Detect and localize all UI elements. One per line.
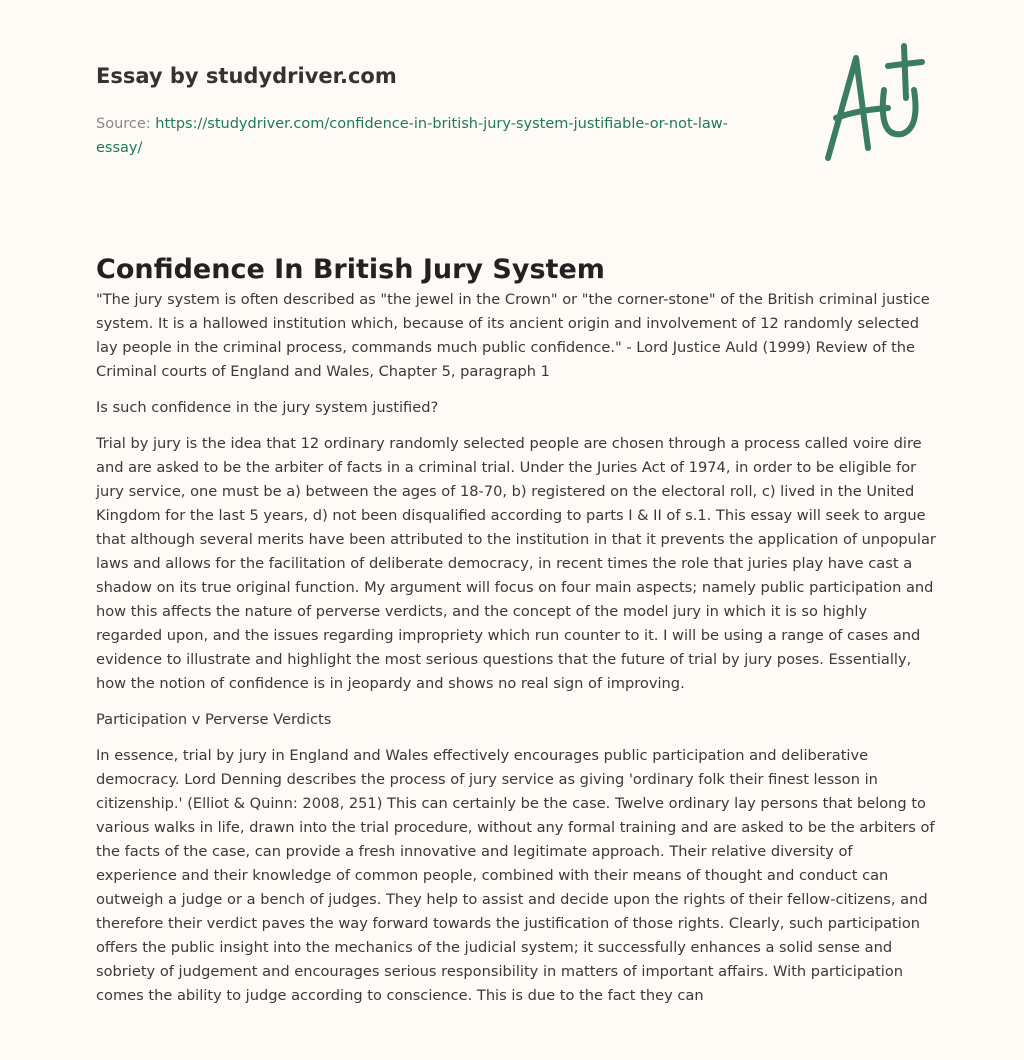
source-line	[96, 112, 756, 160]
source-link[interactable]: https://studydriver.com/confidence-in-british-jury-system-justifiable-or-not-law-essay/	[96, 116, 728, 156]
a-plus-logo-icon	[818, 38, 928, 168]
paragraph: "The jury system is often described as "the jewel in the Crown" or "the corner-stone" of the British criminal justice system. It is a hallowed institution which, because of its ancient origin and involvement of 12 randomly selected lay people in the criminal process, commands much public confidence." - Lord Justice Auld (1999) Review of the Criminal courts of England and Wales, Chapter 5, paragraph 1	[96, 291, 930, 380]
section-heading: Participation v Perverse Verdicts	[96, 711, 332, 728]
site-title: Essay by studydriver.com	[96, 64, 397, 88]
paragraph: Trial by jury is the idea that 12 ordinary randomly selected people are chosen through a process called voire dire and are asked to be the arbiter of facts in a criminal trial. Under the Juries Act of 1974, in order to be eligible for jury service, one must be a) between the ages of 18-70, b) registered on the electoral roll, c) lived in the United Kingdom for the last 5 years, d) not been disqualified according to parts I & II of s.1. This essay will seek to argue that although several merits have been attributed to the institution in that it prevents the application of unpopular laws and allows for the facilitation of deliberate democracy, in recent times the role that juries play have cast a shadow on its true original function. My argument will focus on four main aspects; namely public participation and how this affects the nature of perverse verdicts, and the concept of the model jury in which it is so highly regarded upon, and the issues regarding impropriety which run counter to it. I will be using a range of cases and evidence to illustrate and highlight the most serious questions that the future of trial by jury poses. Essentially, how the notion of confidence is in jeopardy and shows no real sign of improving.	[96, 435, 936, 692]
article-title: Confidence In British Jury System	[96, 254, 605, 285]
article-body	[96, 288, 936, 1020]
paragraph: In essence, trial by jury in England and Wales effectively encourages public participation and deliberative democracy. Lord Denning describes the process of jury service as giving 'ordinary folk their finest lesson in citizenship.' (Elliot & Quinn: 2008, 251) This can certainly be the case. Twelve ordinary lay persons that belong to various walks in life, drawn into the trial procedure, without any formal training and are asked to be the arbiters of the facts of the case, can provide a fresh innovative and legitimate approach. Their relative diversity of experience and their knowledge of common people, combined with their means of thought and conduct can outweigh a judge or a bench of judges. They help to assist and decide upon the rights of their fellow-citizens, and therefore their verdict paves the way forward towards the justification of those rights. Clearly, such participation offers the public insight into the mechanics of the judicial system; it successfully enhances a solid sense and sobriety of judgement and encourages serious responsibility in matters of important affairs. With participation comes the ability to judge according to conscience. This is due to the fact they can	[96, 747, 935, 1004]
page-header	[0, 0, 1024, 200]
source-label: Source:	[96, 116, 151, 132]
paragraph: Is such confidence in the jury system justified?	[96, 399, 439, 416]
